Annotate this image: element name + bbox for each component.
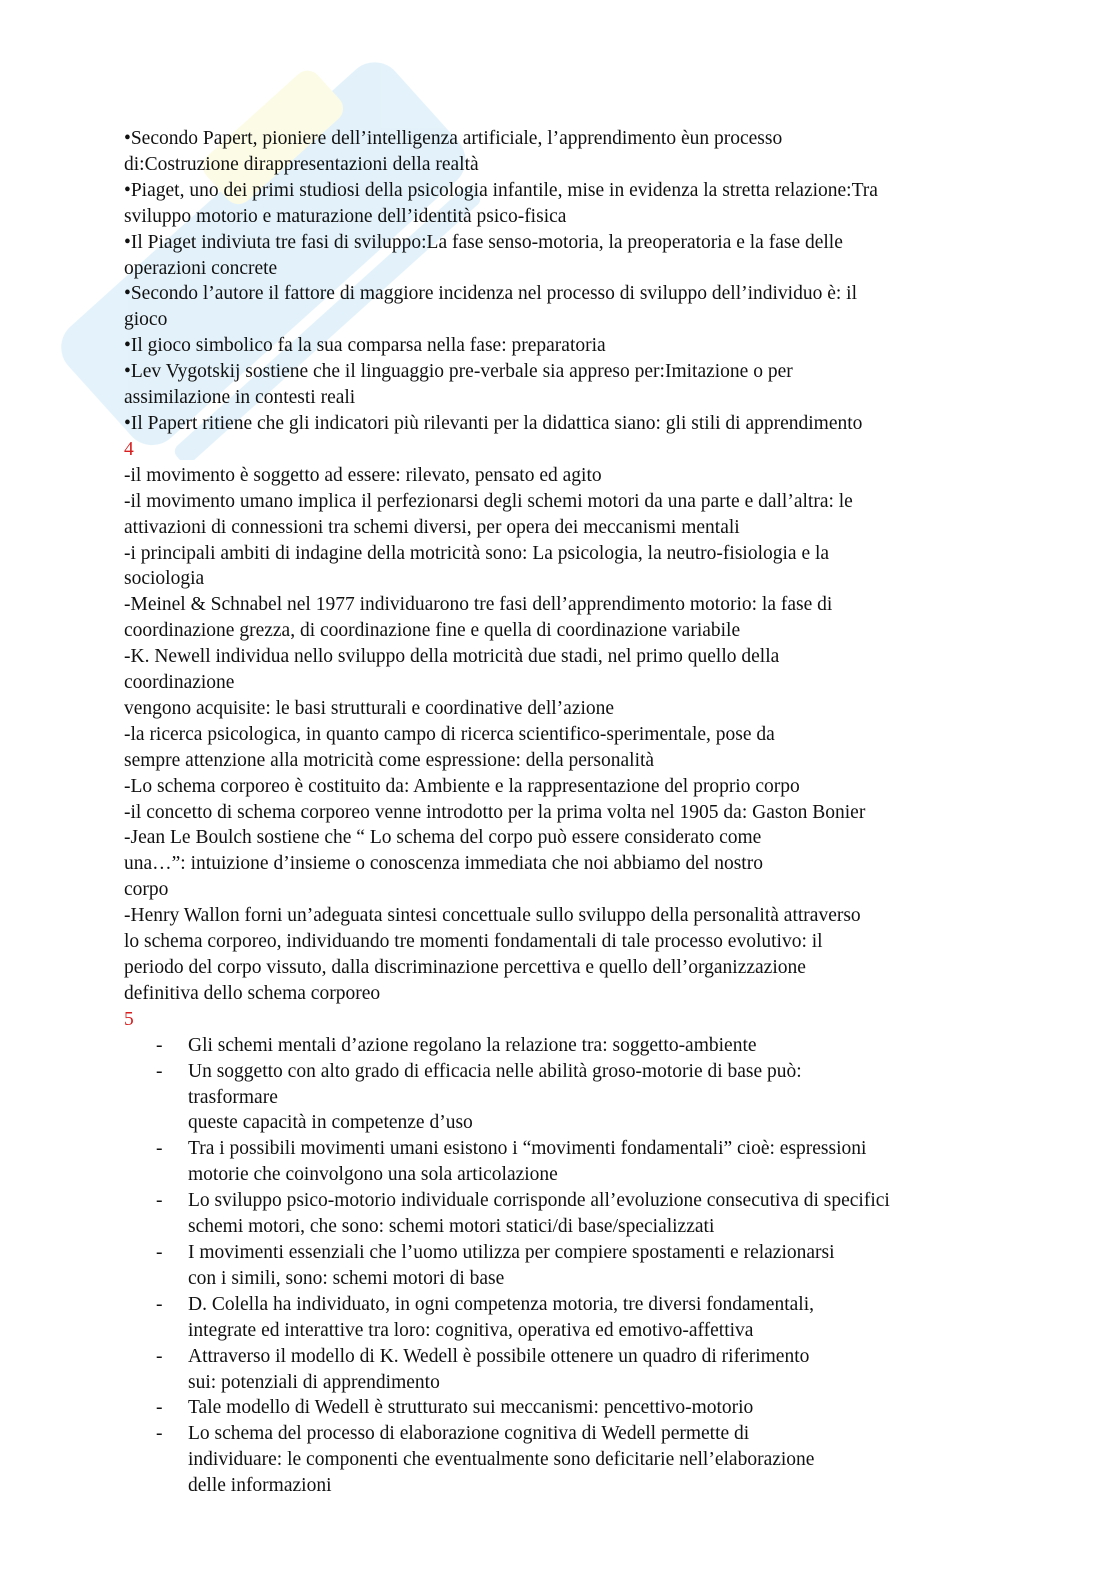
section-number-5: 5 (124, 1008, 134, 1030)
list-item-line: trasformare (188, 1086, 278, 1108)
text-line: •Il gioco simbolico fa la sua comparsa nella fase: preparatoria (124, 335, 606, 357)
list-item-line: motorie che coinvolgono una sola articolazione (188, 1164, 558, 1186)
dash-bullet-icon: - (156, 1397, 163, 1419)
list-item-line: sui: potenziali di apprendimento (188, 1371, 440, 1393)
text-line: di:Costruzione dirappresentazioni della realtà (124, 153, 479, 175)
text-line: lo schema corporeo, individuando tre momenti fondamentali di tale processo evolutivo: il (124, 931, 823, 953)
list-item (124, 1395, 1004, 1421)
list-item-line: delle informazioni (188, 1475, 332, 1497)
text-line: -i principali ambiti di indagine della motricità sono: La psicologia, la neutro-fisiologia e la (124, 542, 830, 564)
text-line: coordinazione (124, 672, 235, 694)
dash-bullet-icon: - (156, 1345, 163, 1367)
text-line: -Lo schema corporeo è costituito da: Ambiente e la rappresentazione del proprio corpo (124, 775, 800, 797)
text-line: -il concetto di schema corporeo venne introdotto per la prima volta nel 1905 da: Gaston Bonier (124, 801, 866, 823)
dash-bullet-icon: - (156, 1293, 163, 1315)
list-item (124, 1136, 1004, 1188)
text-line: gioco (124, 309, 168, 331)
list-item (124, 1033, 1004, 1059)
list-item-line: Lo schema del processo di elaborazione cognitiva di Wedell permette di (188, 1423, 750, 1445)
list-item-line: integrate ed interattive tra loro: cognitiva, operativa ed emotivo-affettiva (188, 1319, 754, 1341)
list-item-line: Attraverso il modello di K. Wedell è possibile ottenere un quadro di riferimento (188, 1345, 810, 1367)
text-line: sviluppo motorio e maturazione dell’identità psico-fisica (124, 205, 567, 227)
text-line: sociologia (124, 568, 205, 590)
dash-bullet-icon: - (156, 1423, 163, 1445)
list-item-line: Tra i possibili movimenti umani esistono i “movimenti fondamentali” cioè: espressioni (188, 1138, 867, 1160)
list-item-line: D. Colella ha individuato, in ogni competenza motoria, tre diversi fondamentali, (188, 1293, 814, 1315)
dash-bullet-icon: - (156, 1241, 163, 1263)
list-item-line: Tale modello di Wedell è strutturato sui meccanismi: pencettivo-motorio (188, 1397, 754, 1419)
text-line: assimilazione in contesti reali (124, 387, 356, 409)
text-line: •Secondo Papert, pioniere dell’intelligenza artificiale, l’apprendimento èun processo (124, 128, 783, 149)
dash-bullet-icon: - (156, 1190, 163, 1212)
text-line: coordinazione grezza, di coordinazione fine e quella di coordinazione variabile (124, 620, 741, 642)
text-line: -il movimento è soggetto ad essere: rilevato, pensato ed agito (124, 464, 602, 486)
list-item (124, 1292, 1004, 1344)
text-line: periodo del corpo vissuto, dalla discriminazione percettiva e quello dell’organizzazione (124, 957, 806, 978)
list-item (124, 1421, 1004, 1499)
text-line: attivazioni di connessioni tra schemi diversi, per opera dei meccanismi mentali (124, 516, 740, 538)
text-line: •Lev Vygotskij sostiene che il linguaggio pre-verbale sia appreso per:Imitazione o per (124, 361, 793, 383)
dash-list (124, 1033, 1004, 1499)
text-line: sempre attenzione alla motricità come espressione: della personalità (124, 749, 655, 771)
list-item (124, 1344, 1004, 1396)
text-line: -Meinel & Schnabel nel 1977 individuarono tre fasi dell’apprendimento motorio: la fase di (124, 594, 833, 616)
text-line: •Il Papert ritiene che gli indicatori più rilevanti per la didattica siano: gli stili di apprendimento (124, 412, 863, 434)
list-item-line: Lo sviluppo psico-motorio individuale corrisponde all’evoluzione consecutiva di specifici (188, 1190, 890, 1212)
text-line: •Secondo l’autore il fattore di maggiore incidenza nel processo di sviluppo dell’individuo è: il (124, 283, 858, 305)
text-line: •Il Piaget indiviuta tre fasi di sviluppo:La fase senso-motoria, la preoperatoria e la fase delle (124, 231, 843, 253)
text-line: -K. Newell individua nello sviluppo della motricità due stadi, nel primo quello della (124, 646, 780, 668)
text-line: una…”: intuizione d’insieme o conoscenza immediata che noi abbiamo del nostro (124, 853, 763, 875)
text-line: operazioni concrete (124, 257, 278, 279)
dash-bullet-icon: - (156, 1060, 163, 1082)
list-item-line: con i simili, sono: schemi motori di base (188, 1267, 505, 1289)
section-number-4: 4 (124, 438, 134, 460)
text-line: -Henry Wallon forni un’adeguata sintesi concettuale sullo sviluppo della personalità attraverso (124, 905, 861, 927)
document-body (124, 126, 1004, 1499)
dash-bullet-icon: - (156, 1138, 163, 1160)
text-line: -Jean Le Boulch sostiene che “ Lo schema del corpo può essere considerato come (124, 827, 762, 849)
list-item-line: Gli schemi mentali d’azione regolano la relazione tra: soggetto-ambiente (188, 1034, 757, 1056)
list-item (124, 1059, 1004, 1137)
list-item-line: individuare: le componenti che eventualmente sono deficitarie nell’elaborazione (188, 1449, 815, 1471)
list-item-line: Un soggetto con alto grado di efficacia nelle abilità groso-motorie di base può: (188, 1060, 802, 1082)
block-papert-piaget (124, 126, 1004, 437)
text-line: corpo (124, 879, 169, 901)
block-movimento (124, 463, 1004, 1007)
list-item (124, 1188, 1004, 1240)
list-item-line: schemi motori, che sono: schemi motori statici/di base/specializzati (188, 1216, 715, 1238)
text-line: •Piaget, uno dei primi studiosi della psicologia infantile, mise in evidenza la stretta relazione:Tra (124, 179, 878, 201)
list-item-line: queste capacità in competenze d’uso (188, 1112, 473, 1134)
list-item-line: I movimenti essenziali che l’uomo utilizza per compiere spostamenti e relazionarsi (188, 1241, 835, 1263)
list-item (124, 1240, 1004, 1292)
text-line: -il movimento umano implica il perfezionarsi degli schemi motori da una parte e dall’altra: le (124, 490, 853, 512)
text-line: vengono acquisite: le basi strutturali e coordinative dell’azione (124, 697, 615, 719)
text-line: definitiva dello schema corporeo (124, 982, 381, 1004)
dash-bullet-icon: - (156, 1034, 163, 1056)
text-line: -la ricerca psicologica, in quanto campo di ricerca scientifico-sperimentale, pose da (124, 723, 775, 745)
